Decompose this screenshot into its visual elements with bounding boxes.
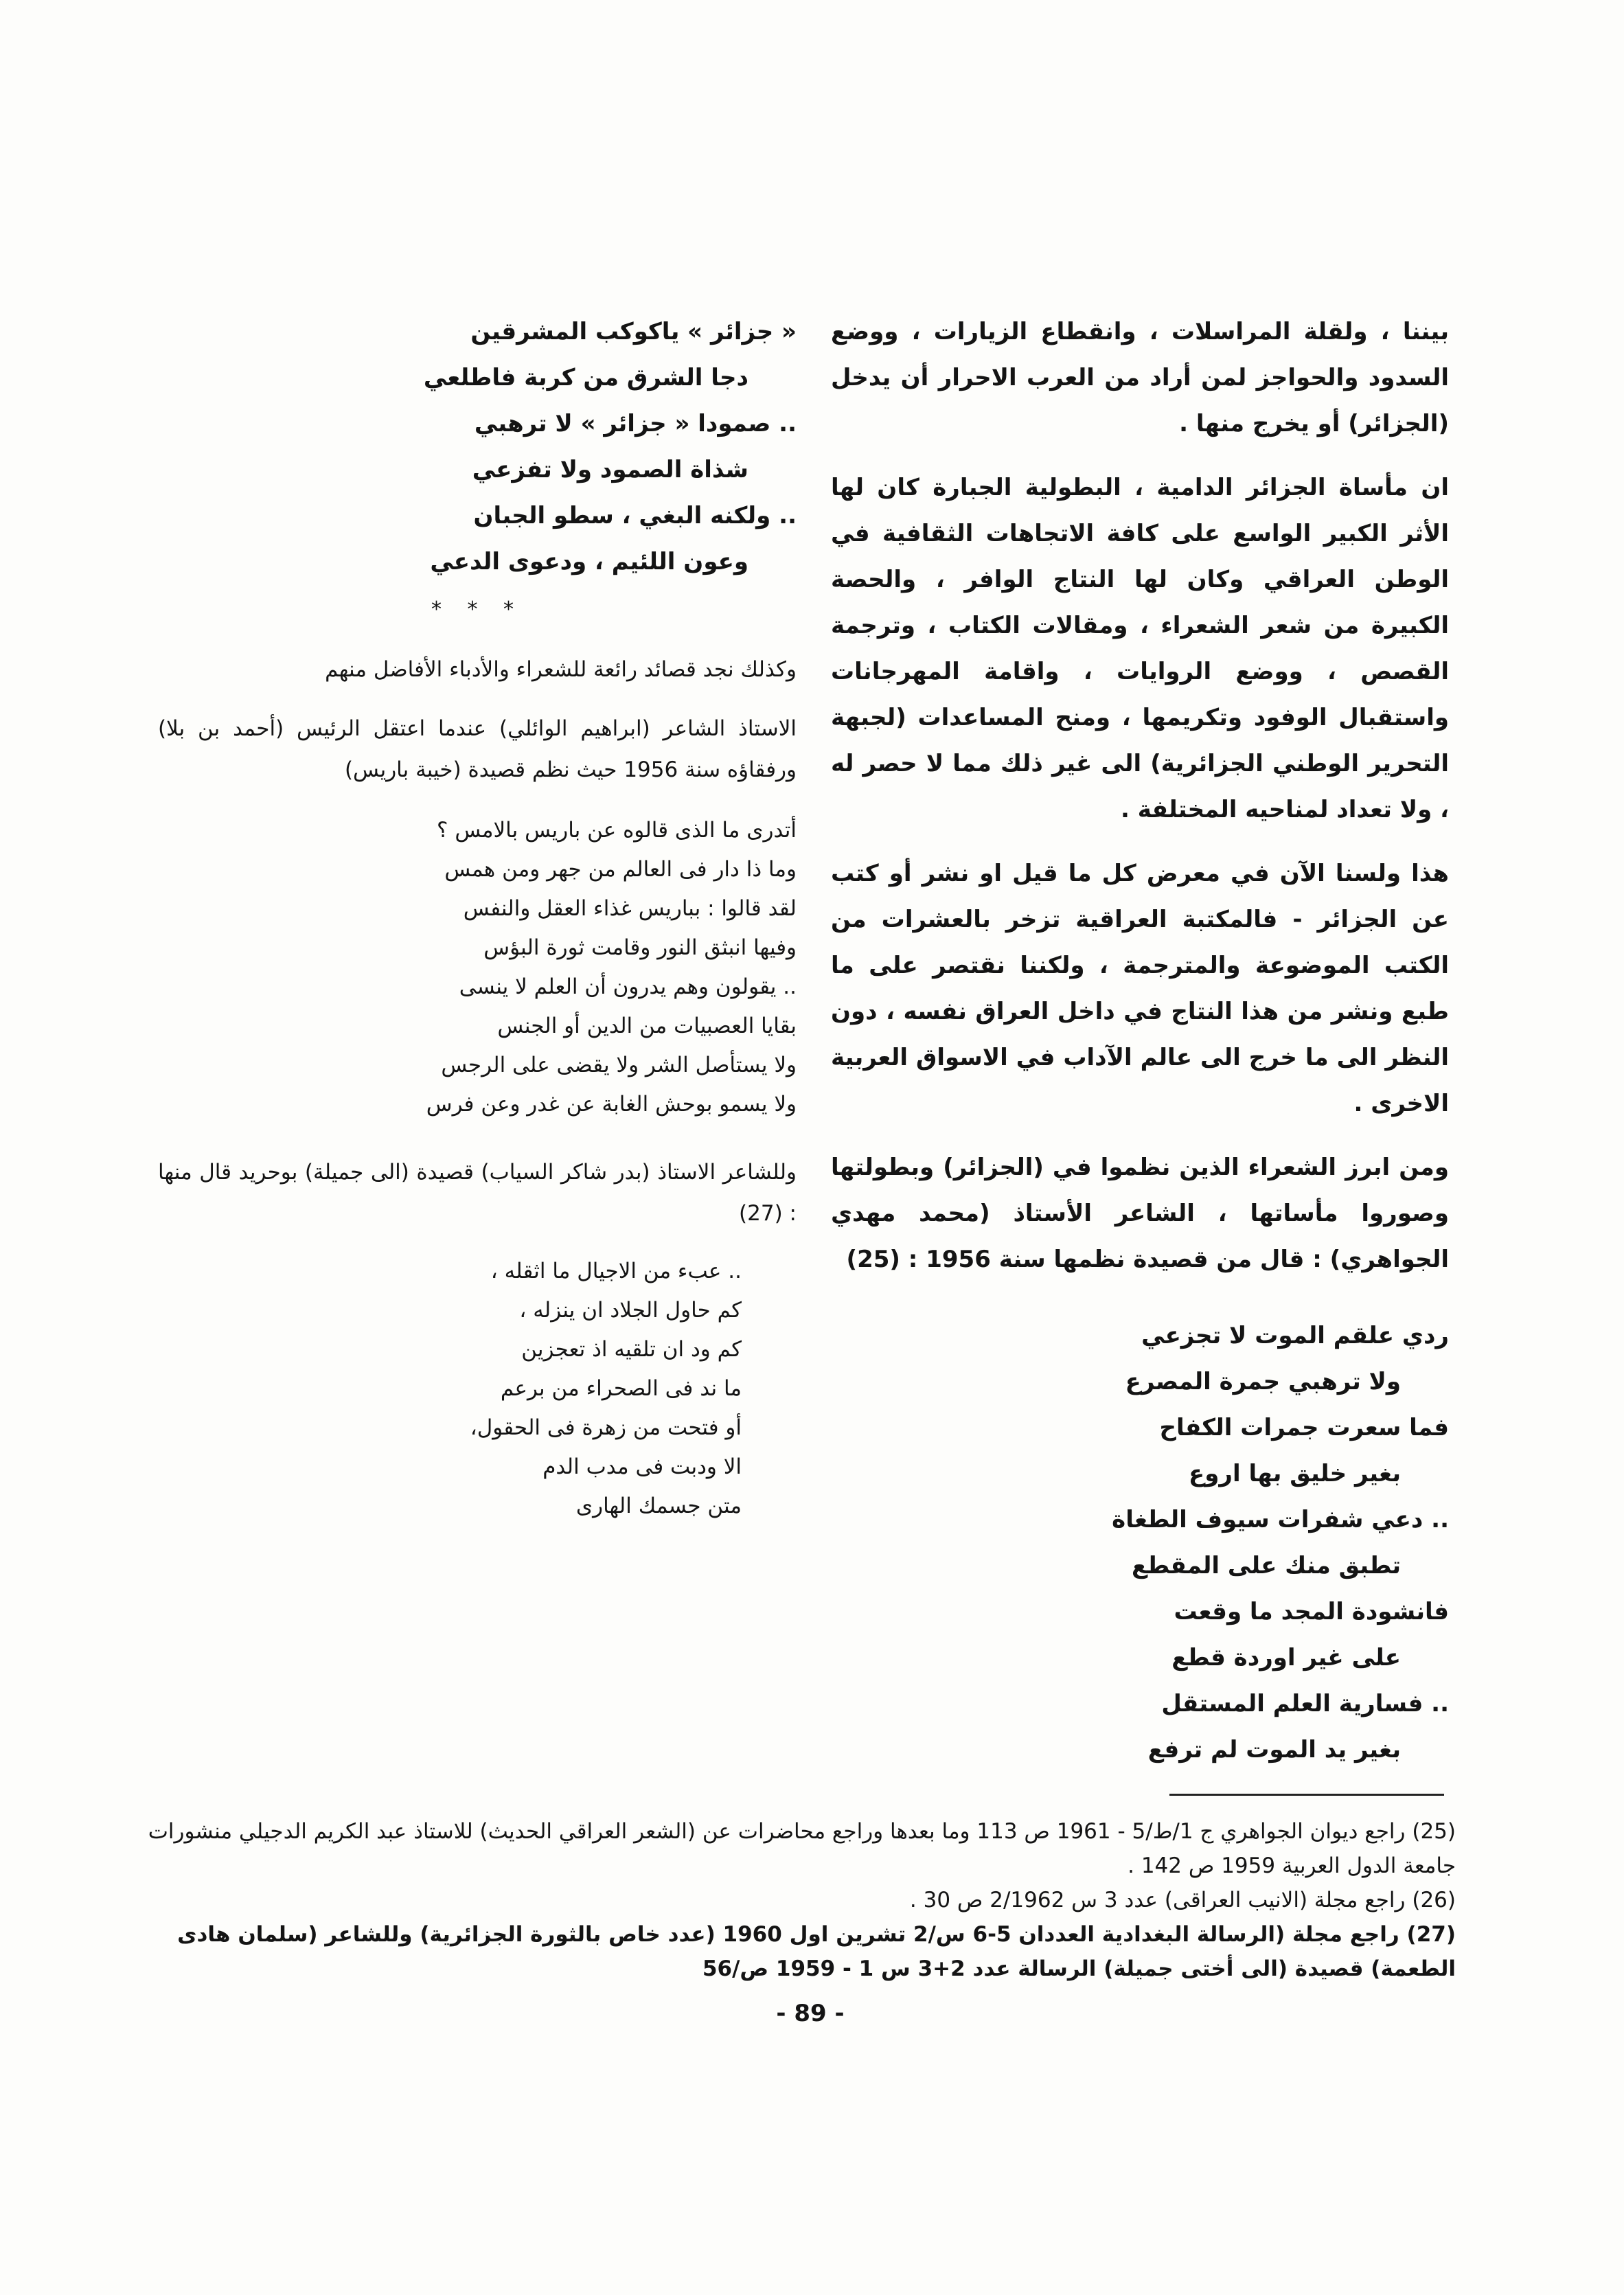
poem-line: .. ولكنه البغي ، سطو الجبان	[473, 502, 797, 529]
paragraph-iraqi-library: هذا ولسنا الآن في معرض كل ما قيل او نشر أو كتب عن الجزائر - فالمكتبة العراقية تزخر بالعشرات من الكتب الموضوعة والمترجمة ، ولكننا نقتصر على ما طبع ونشر من هذا النتاج في داخل العراق نفسه ، دون النظر الى ما خرج الى عالم الآداب في الاسواق العربية الاخرى .	[831, 860, 1449, 1117]
poem-line: .. فسارية العلم المستقل	[1161, 1690, 1449, 1717]
poem-line: تطبق منك على المقطع	[1131, 1552, 1401, 1579]
poem-line: فما سعرت جمرات الكفاح	[1159, 1414, 1449, 1441]
poem-jawahiri-continued	[158, 309, 797, 585]
left-column	[158, 309, 797, 1526]
poem-waili	[158, 811, 797, 1124]
poem-line: بقايا العصبيات من الدين أو الجنس	[497, 1014, 797, 1038]
poem-line: متن جسمك الهارى	[575, 1494, 742, 1518]
footnote-divider	[1169, 1794, 1444, 1796]
paragraph-sayyab: وللشاعر الاستاذ (بدر شاكر السياب) قصيدة (الى جميلة) بوحريد قال منها : (27)	[158, 1160, 797, 1226]
poem-line: « جزائر » ياكوكب المشرقين	[470, 318, 797, 345]
poem-line: .. صمودا « جزائر » لا ترهبي	[474, 410, 797, 437]
poem-line: بغير خليق بها اروع	[1189, 1460, 1401, 1487]
poem-line: وعون اللئيم ، ودعوى الدعي	[430, 548, 748, 575]
page-number: - 89 -	[776, 2000, 845, 2027]
paragraph-other-poets: وكذلك نجد قصائد رائعة للشعراء والأدباء الأفاضل منهم	[325, 657, 797, 682]
poem-line: ما ند فى الصحراء من برعم	[500, 1376, 742, 1401]
poem-line: بغير يد الموت لم ترفع	[1147, 1736, 1401, 1763]
right-column	[831, 309, 1449, 1773]
poem-line: الا ودبت فى مدب الدم	[542, 1454, 742, 1479]
poem-line: .. يقولون وهم يدرون أن العلم لا ينسى	[459, 974, 797, 999]
poem-line: .. دعي شفرات سيوف الطغاة	[1112, 1506, 1449, 1533]
poem-jawahiri	[831, 1313, 1449, 1773]
poem-line: .. عبء من الاجيال ما اثقله ،	[490, 1259, 742, 1283]
poem-line: شذاة الصمود ولا تفزعي	[472, 456, 748, 483]
poem-line: ولا يستأصل الشر ولا يقضى على الرجس	[441, 1053, 797, 1077]
paragraph-poets-intro: ومن ابرز الشعراء الذين نظموا في (الجزائر) وبطولتها وصوروا مأساتها ، الشاعر الأستاذ (محمد مهدي الجواهري) : قال من قصيدة نظمها سنة 1956 : (25)	[831, 1154, 1449, 1273]
poem-line: كم حاول الجلاد ان ينزله ،	[519, 1298, 742, 1323]
poem-line: فانشودة المجد ما وقعت	[1174, 1598, 1449, 1625]
paragraph-waili: الاستاذ الشاعر (ابراهيم الوائلي) عندما اعتقل الرئيس (أحمد بن بلا) ورفقاؤه سنة 1956 حيث نظم قصيدة (خيبة باريس)	[158, 716, 797, 782]
footnote-27: (27) راجع مجلة (الرسالة البغدادية العددان 5-6 س/2 تشرين اول 1960 (عدد خاص بالثورة الجزائرية) وللشاعر (سلمان هادى الطعمة) قصيدة (الى أختى جميلة) الرسالة عدد 2+3 س 1 - 1959 ص/56	[177, 1922, 1456, 1981]
poem-line: ولا ترهبي جمرة المصرع	[1125, 1368, 1401, 1395]
poem-line: وما ذا دار فى العالم من جهر ومن همس	[444, 857, 797, 882]
paragraph-algeria-tragedy: ان مأساة الجزائر الدامية ، البطولية الجبارة كان لها الأثر الكبير الواسع على كافة الاتجاهات الثقافية في الوطن العراقي وكان لها النتاج الوافر ، والحصة الكبيرة من شعر الشعراء ، ومقالات الكتاب ، وترجمة القصص ، ووضع الروايات ، واقامة المهرجانات واستقبال الوفود وتكريمها ، ومنح المساعدات (لجبهة التحرير الوطني الجزائرية) الى غير ذلك مما لا حصر له ، ولا تعداد لمناحيه المختلفة .	[831, 474, 1449, 823]
poem-line: ولا يسمو بوحش الغابة عن غدر وعن فرس	[426, 1092, 797, 1117]
poem-line: لقد قالوا : بباريس غذاء العقل والنفس	[463, 896, 797, 921]
poem-line: كم ود ان تلقيه اذ تعجزين	[521, 1337, 742, 1362]
poem-sayyab	[158, 1252, 797, 1526]
footnote-25: (25) راجع ديوان الجواهري ج 1/ط/5 - 1961 ص 113 وما بعدها وراجع محاضرات عن (الشعر العراقي الحديث) للاستاذ عبد الكريم الدجيلي منشورات جامعة الدول العربية 1959 ص 142 .	[148, 1819, 1456, 1878]
poem-line: أتدرى ما الذى قالوه عن باريس بالامس ؟	[437, 818, 797, 843]
section-separator: * * *	[431, 597, 524, 621]
footnotes	[117, 1814, 1456, 1986]
poem-line: دجا الشرق من كربة فاطلعي	[423, 364, 748, 391]
poem-line: وفيها انبثق النور وقامت ثورة البؤس	[483, 935, 797, 960]
poem-line: على غير اوردة قطع	[1171, 1644, 1401, 1671]
paragraph-travel-barriers: بيننا ، ولقلة المراسلات ، وانقطاع الزيارات ، ووضع السدود والحواجز لمن أراد من العرب الاحرار أن يدخل (الجزائر) أو يخرج منها .	[831, 318, 1449, 437]
poem-line: أو فتحت من زهرة فى الحقول،	[470, 1415, 742, 1440]
footnote-26: (26) راجع مجلة (الانيب العراقى) عدد 3 س 2/1962 ص 30 .	[909, 1888, 1456, 1913]
poem-line: ردي علقم الموت لا تجزعي	[1141, 1322, 1449, 1349]
